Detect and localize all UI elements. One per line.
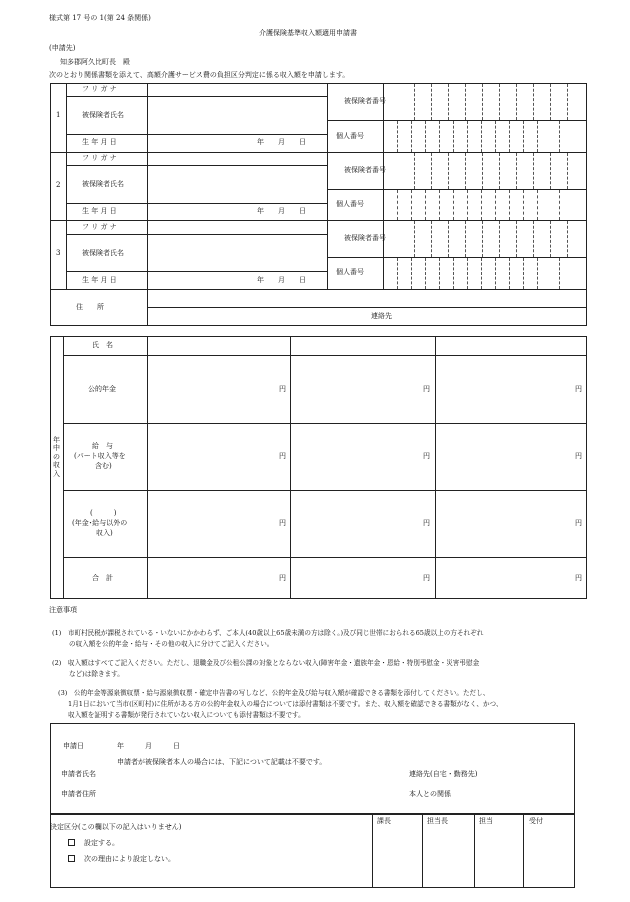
applicant-address-label: 申請者住所 [61,790,96,798]
addressee: 知多郡阿久比町長 殿 [60,58,130,66]
addressee-label: (申請先) [49,44,76,52]
yen-unit: 円 [423,452,430,460]
name-label: 氏 名 [92,341,113,349]
dob-label: 生 年 月 日 [82,138,117,146]
insured-number-label: 被保険者番号 [344,234,386,242]
form-number: 様式第 17 号の 1(第 24 条関係) [49,14,151,22]
note-3-cont: 1月1日において当市(区町村)に住所がある方の公的年金収入の場合については添付書類は不要です。また、収入額を確認できる書類がなく、かつ、 [68,700,503,708]
not-set-checkbox[interactable] [68,855,75,862]
yen-unit: 円 [423,519,430,527]
personal-number-label: 個人番号 [336,132,364,140]
stamp-reception: 受付 [529,817,543,825]
contact-label: 連絡先 [371,312,392,320]
note-3: (3) 公的年金等源泉徴収票・給与源泉徴収票・確定申告書の写しなど、公的年金及び給与収入額が確認できる書類を添付してください。ただし、 [58,689,490,697]
applicant-contact-label: 連絡先(自宅・勤務先) [409,770,478,778]
dob-label: 生 年 月 日 [82,276,117,284]
application-date-label: 申請日 [63,742,84,750]
dob-units: 年 月 日 [257,207,306,215]
yen-unit: 円 [575,452,582,460]
yen-unit: 円 [279,519,286,527]
salary-label: 給 与 [92,442,113,450]
yen-unit: 円 [575,574,582,582]
insured-name-label: 被保険者氏名 [82,111,124,119]
furigana-label: フ リ ガ ナ [82,85,117,93]
yen-unit: 円 [575,385,582,393]
insured-number-label: 被保険者番号 [344,97,386,105]
note-3-cont2: 収入額を証明する書類が発行されていない収入についても添付書類は不要です。 [68,711,305,719]
personal-number-label: 個人番号 [336,200,364,208]
other-income-label2: 収入) [96,529,113,537]
personal-number-label: 個人番号 [336,268,364,276]
notes-heading: 注意事項 [49,606,77,614]
salary-label-note: (パート収入等を [74,452,126,460]
not-set-option-label: 次の理由により設定しない。 [84,855,175,863]
set-checkbox[interactable] [68,839,75,846]
yen-unit: 円 [279,574,286,582]
intro-text: 次のとおり関係書類を添えて、高額介護サービス費の負担区分判定に係る収入額を申請します。 [49,71,350,79]
applicant-note: 申請者が被保険者本人の場合には、下記について記載は不要です。 [117,758,327,766]
row-number-3: 3 [56,249,61,257]
dob-units: 年 月 日 [257,138,306,146]
other-income-label: (年金･給与以外の [72,519,128,527]
note-1: (1) 市町村民税が課税されている・いないにかかわらず、ご本人(40歳以上65歳未満の方は除く。)及び同じ世帯におられる65歳以上の方それぞれ [52,629,484,637]
address-label: 住 所 [76,303,104,311]
yen-unit: 円 [575,519,582,527]
dob-label: 生 年 月 日 [82,207,117,215]
decision-heading: 決定区分(この欄以下の記入はいりません) [50,823,182,831]
note-2: (2) 収入額はすべてご記入ください。ただし、退職金及び公租公課の対象とならない収入(障害年金・遺族年金・恩給・特別弔慰金・災害弔慰金 [52,659,480,667]
total-label: 合 計 [92,574,113,582]
insured-name-label: 被保険者氏名 [82,249,124,257]
row-number-2: 2 [56,181,61,189]
dob-units: 年 月 日 [257,276,306,284]
other-income-blank: ( ) [90,509,117,517]
income-table [50,336,587,599]
note-2-cont: など)は除きます。 [69,670,124,678]
insured-name-label: 被保険者氏名 [82,180,124,188]
stamp-section-chief: 課長 [377,817,391,825]
pension-label: 公的年金 [88,385,116,393]
income-side-label: 年中の収入 [53,436,60,478]
applicant-box [50,723,575,814]
stamp-staff: 担当 [479,817,493,825]
salary-label-note2: 含む) [95,462,112,470]
relationship-label: 本人との関係 [409,790,451,798]
applicant-name-label: 申請者氏名 [61,770,96,778]
yen-unit: 円 [423,574,430,582]
note-1-cont: の収入額を公的年金・給与・その他の収入に分けてご記入ください。 [69,640,274,648]
stamp-team-leader: 担当長 [427,817,448,825]
furigana-label: フ リ ガ ナ [82,223,117,231]
set-option-label: 設定する。 [84,839,119,847]
yen-unit: 円 [279,385,286,393]
page-title: 介護保険基準収入額適用申請書 [259,29,357,37]
yen-unit: 円 [423,385,430,393]
insured-number-label: 被保険者番号 [344,166,386,174]
yen-unit: 円 [279,452,286,460]
application-date-units: 年 月 日 [117,742,180,750]
row-number-1: 1 [56,111,61,119]
furigana-label: フ リ ガ ナ [82,154,117,162]
